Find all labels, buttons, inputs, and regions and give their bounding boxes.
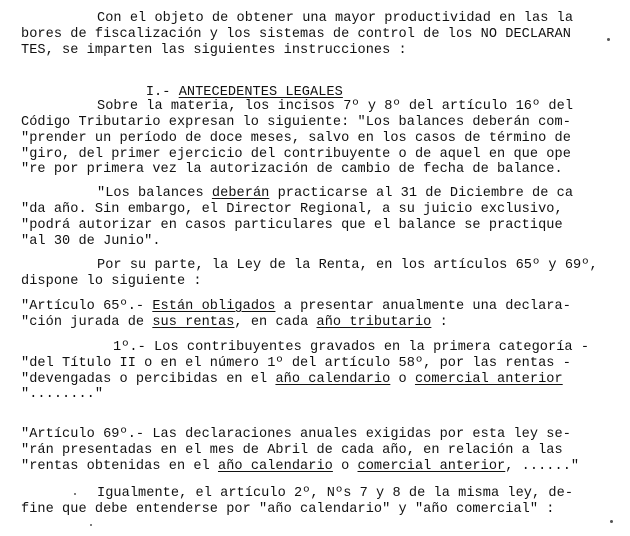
art65-line-2-underlined-1: sus rentas bbox=[152, 315, 235, 330]
scan-speck bbox=[74, 493, 76, 495]
art69-line-3-underlined-2: comercial anterior bbox=[357, 459, 506, 474]
p3-line-2: fine que debe entenderse por "año calendario" y "año comercial" : bbox=[21, 502, 555, 517]
p3-line-1: Igualmente, el artículo 2º, Nºs 7 y 8 de la misma ley, de- bbox=[97, 486, 574, 501]
art65-numeral-1-line-4: "........" bbox=[21, 387, 104, 402]
art65-numeral-1-line-3-b: o bbox=[390, 372, 415, 387]
art65-numeral-1-line-3-a: "devengadas o percibidas en el bbox=[21, 372, 276, 387]
art65-line-1-underlined: Están obligados bbox=[152, 299, 276, 314]
p1-line-2: Código Tributario expresan lo siguiente: "Los balances deberán com- bbox=[21, 115, 571, 130]
p1-line-1: Sobre la materia, los incisos 7º y 8º del artículo 16º del bbox=[97, 99, 574, 114]
art69-line-3 bbox=[21, 459, 579, 475]
art65-line-2-c: : bbox=[431, 315, 448, 330]
scan-speck bbox=[610, 520, 613, 523]
scan-speck bbox=[90, 524, 92, 526]
art65-numeral-1-line-1: 1º.- Los contribuyentes gravados en la primera categoría - bbox=[113, 340, 590, 355]
art69-line-3-b: o bbox=[332, 459, 358, 474]
art69-line-3-c: , ......" bbox=[505, 459, 580, 474]
art65-line-2-underlined-2: año tributario bbox=[316, 315, 432, 330]
p1-line-5: "re por primera vez la autorización de cambio de fecha de balance. bbox=[21, 162, 563, 177]
art65-numeral-1-line-3-underlined-2: comercial anterior bbox=[414, 372, 563, 387]
art69-line-3-underlined-1: año calendario bbox=[217, 459, 333, 474]
intro-line-3: TES, se imparten las siguientes instrucciones : bbox=[21, 43, 407, 58]
art65-line-1 bbox=[21, 299, 571, 315]
scan-speck bbox=[607, 38, 610, 41]
p1-line-3: "prender un período de doce meses, salvo en los casos de término de bbox=[21, 131, 571, 146]
quote1-line-1-underlined: deberán bbox=[211, 186, 270, 201]
art65-line-1-b: a presentar anualmente una declara- bbox=[275, 299, 571, 314]
quote1-line-1 bbox=[97, 186, 573, 202]
art69-line-1: "Artículo 69º.- Las declaraciones anuales exigidas por esta ley se- bbox=[21, 427, 571, 442]
section-number: I.- bbox=[145, 85, 171, 100]
art65-numeral-1-line-2: "del Título II o en el número 1º del artículo 58º, por las rentas - bbox=[21, 356, 571, 371]
art65-numeral-1-line-3-underlined-1: año calendario bbox=[275, 372, 391, 387]
art65-numeral-1-line-3 bbox=[21, 372, 563, 388]
art69-line-3-a: "rentas obtenidas en el bbox=[21, 459, 218, 474]
quote1-line-4: "al 30 de Junio". bbox=[21, 234, 161, 249]
p1-line-4: "giro, del primer ejercicio del contribuyente o de aquel en que ope bbox=[21, 147, 571, 162]
art65-line-2-b: , en cada bbox=[234, 315, 317, 330]
intro-line-1: Con el objeto de obtener una mayor productividad en las la bbox=[97, 11, 574, 26]
art69-line-2: "rán presentadas en el mes de Abril de cada año, en relación a las bbox=[21, 443, 563, 458]
quote1-line-3: "podrá autorizar en casos particulares que el balance se practique bbox=[21, 218, 563, 233]
quote1-line-1-b: practicarse al 31 de Diciembre de ca bbox=[269, 186, 574, 201]
intro-line-2: bores de fiscalización y los sistemas de control de los NO DECLARAN bbox=[21, 27, 571, 42]
quote1-line-2: "da año. Sin embargo, el Director Regional, a su juicio exclusivo, bbox=[21, 202, 563, 217]
section-title: ANTECEDENTES LEGALES bbox=[178, 85, 343, 100]
p2-line-1: Por su parte, la Ley de la Renta, en los artículos 65º y 69º, bbox=[97, 258, 598, 273]
p2-line-2: dispone lo siguiente : bbox=[21, 274, 202, 289]
art65-line-2-a: "ción jurada de bbox=[21, 315, 153, 330]
art65-line-2 bbox=[21, 315, 448, 331]
quote1-line-1-a: "Los balances bbox=[97, 186, 212, 201]
art65-line-1-a: "Artículo 65º.- bbox=[21, 299, 153, 314]
